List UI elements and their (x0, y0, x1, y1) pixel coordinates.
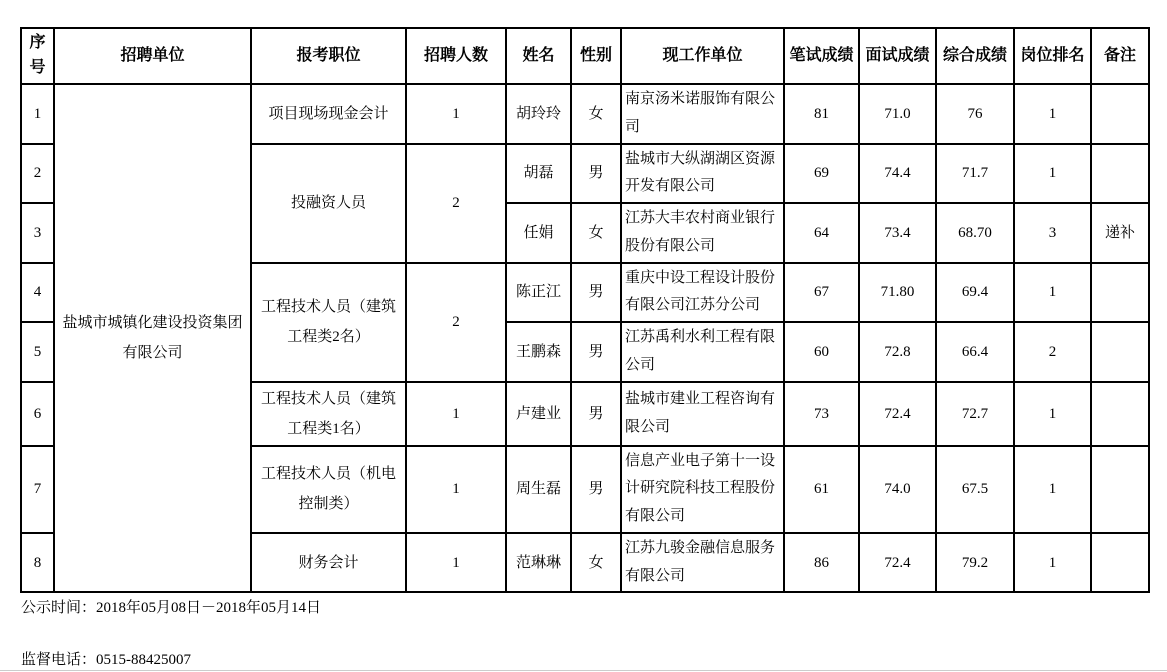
cell-note (1091, 263, 1149, 323)
cell-rank: 1 (1014, 446, 1091, 533)
cell-written-score: 69 (784, 144, 859, 204)
cell-rank: 1 (1014, 263, 1091, 323)
cell-rank: 3 (1014, 203, 1091, 263)
cell-overall-score: 68.70 (936, 203, 1014, 263)
cell-written-score: 81 (784, 84, 859, 144)
cell-current-employer: 江苏九骏金融信息服务有限公司 (621, 533, 784, 593)
header-row (21, 28, 1149, 84)
cell-headcount: 1 (406, 446, 506, 533)
cell-written-score: 64 (784, 203, 859, 263)
col-header-note: 备注 (1091, 28, 1149, 84)
cell-written-score: 86 (784, 533, 859, 593)
cell-serial-number: 3 (21, 203, 54, 263)
cell-current-employer: 信息产业电子第十一设计研究院科技工程股份有限公司 (621, 446, 784, 533)
publicity-period-line (21, 596, 321, 617)
cell-current-employer: 南京汤米诺服饰有限公司 (621, 84, 784, 144)
cell-candidate-name: 卢建业 (506, 382, 571, 446)
cell-gender: 男 (571, 446, 621, 533)
cell-position: 工程技术人员（机电控制类） (251, 446, 406, 533)
cell-position: 投融资人员 (251, 144, 406, 263)
cell-serial-number: 5 (21, 322, 54, 382)
cell-candidate-name: 范琳琳 (506, 533, 571, 593)
supervision-phone-label: 监督电话： (21, 652, 97, 668)
table-row (21, 84, 1149, 144)
cell-gender: 男 (571, 263, 621, 323)
cell-serial-number: 7 (21, 446, 54, 533)
cell-note (1091, 322, 1149, 382)
cell-position: 财务会计 (251, 533, 406, 593)
cell-position: 项目现场现金会计 (251, 84, 406, 144)
cell-current-employer: 江苏禹利水利工程有限公司 (621, 322, 784, 382)
cell-headcount: 2 (406, 144, 506, 263)
cell-interview-score: 71.80 (859, 263, 936, 323)
publicity-period-label: 公示时间： (21, 600, 97, 616)
cell-serial-number: 8 (21, 533, 54, 593)
cell-rank: 1 (1014, 382, 1091, 446)
cell-candidate-name: 王鹏森 (506, 322, 571, 382)
cell-written-score: 60 (784, 322, 859, 382)
cell-gender: 男 (571, 382, 621, 446)
col-header-employer: 现工作单位 (621, 28, 784, 84)
cell-note (1091, 446, 1149, 533)
cell-headcount: 1 (406, 382, 506, 446)
cell-overall-score: 67.5 (936, 446, 1014, 533)
cell-written-score: 67 (784, 263, 859, 323)
window-bottom-edge (0, 670, 1167, 671)
supervision-phone-line (21, 648, 191, 669)
cell-overall-score: 72.7 (936, 382, 1014, 446)
cell-note (1091, 382, 1149, 446)
cell-overall-score: 66.4 (936, 322, 1014, 382)
cell-interview-score: 72.8 (859, 322, 936, 382)
cell-candidate-name: 胡磊 (506, 144, 571, 204)
col-header-gender: 性别 (571, 28, 621, 84)
cell-overall-score: 71.7 (936, 144, 1014, 204)
cell-interview-score: 74.0 (859, 446, 936, 533)
cell-candidate-name: 陈正江 (506, 263, 571, 323)
cell-gender: 男 (571, 322, 621, 382)
col-header-interview-score: 面试成绩 (859, 28, 936, 84)
supervision-phone-value: 0515-88425007 (96, 652, 192, 668)
cell-current-employer: 江苏大丰农村商业银行股份有限公司 (621, 203, 784, 263)
cell-interview-score: 73.4 (859, 203, 936, 263)
cell-recruiting-unit: 盐城市城镇化建设投资集团有限公司 (54, 84, 251, 592)
col-header-name: 姓名 (506, 28, 571, 84)
cell-rank: 1 (1014, 144, 1091, 204)
cell-note (1091, 84, 1149, 144)
cell-written-score: 61 (784, 446, 859, 533)
cell-overall-score: 76 (936, 84, 1014, 144)
col-header-overall-score: 综合成绩 (936, 28, 1014, 84)
cell-interview-score: 72.4 (859, 533, 936, 593)
cell-current-employer: 重庆中设工程设计股份有限公司江苏分公司 (621, 263, 784, 323)
cell-note (1091, 533, 1149, 593)
cell-headcount: 1 (406, 84, 506, 144)
recruitment-results-table (20, 27, 1150, 593)
cell-headcount: 2 (406, 263, 506, 382)
cell-serial-number: 4 (21, 263, 54, 323)
cell-candidate-name: 周生磊 (506, 446, 571, 533)
cell-interview-score: 71.0 (859, 84, 936, 144)
cell-current-employer: 盐城市建业工程咨询有限公司 (621, 382, 784, 446)
cell-serial-number: 2 (21, 144, 54, 204)
cell-interview-score: 72.4 (859, 382, 936, 446)
cell-note (1091, 144, 1149, 204)
cell-serial-number: 6 (21, 382, 54, 446)
col-header-headcount: 招聘人数 (406, 28, 506, 84)
cell-note: 递补 (1091, 203, 1149, 263)
cell-serial-number: 1 (21, 84, 54, 144)
cell-rank: 2 (1014, 322, 1091, 382)
cell-gender: 男 (571, 144, 621, 204)
cell-position: 工程技术人员（建筑工程类1名） (251, 382, 406, 446)
cell-overall-score: 69.4 (936, 263, 1014, 323)
cell-position: 工程技术人员（建筑工程类2名） (251, 263, 406, 382)
cell-rank: 1 (1014, 533, 1091, 593)
cell-gender: 女 (571, 533, 621, 593)
publicity-period-value: 2018年05月08日－2018年05月14日 (96, 600, 322, 616)
col-header-recruiting-unit: 招聘单位 (54, 28, 251, 84)
cell-interview-score: 74.4 (859, 144, 936, 204)
cell-gender: 女 (571, 84, 621, 144)
cell-gender: 女 (571, 203, 621, 263)
cell-candidate-name: 胡玲玲 (506, 84, 571, 144)
col-header-position: 报考职位 (251, 28, 406, 84)
cell-overall-score: 79.2 (936, 533, 1014, 593)
cell-candidate-name: 任娟 (506, 203, 571, 263)
cell-written-score: 73 (784, 382, 859, 446)
cell-current-employer: 盐城市大纵湖湖区资源开发有限公司 (621, 144, 784, 204)
col-header-written-score: 笔试成绩 (784, 28, 859, 84)
col-header-serial: 序号 (21, 28, 54, 84)
cell-headcount: 1 (406, 533, 506, 593)
cell-rank: 1 (1014, 84, 1091, 144)
col-header-rank: 岗位排名 (1014, 28, 1091, 84)
